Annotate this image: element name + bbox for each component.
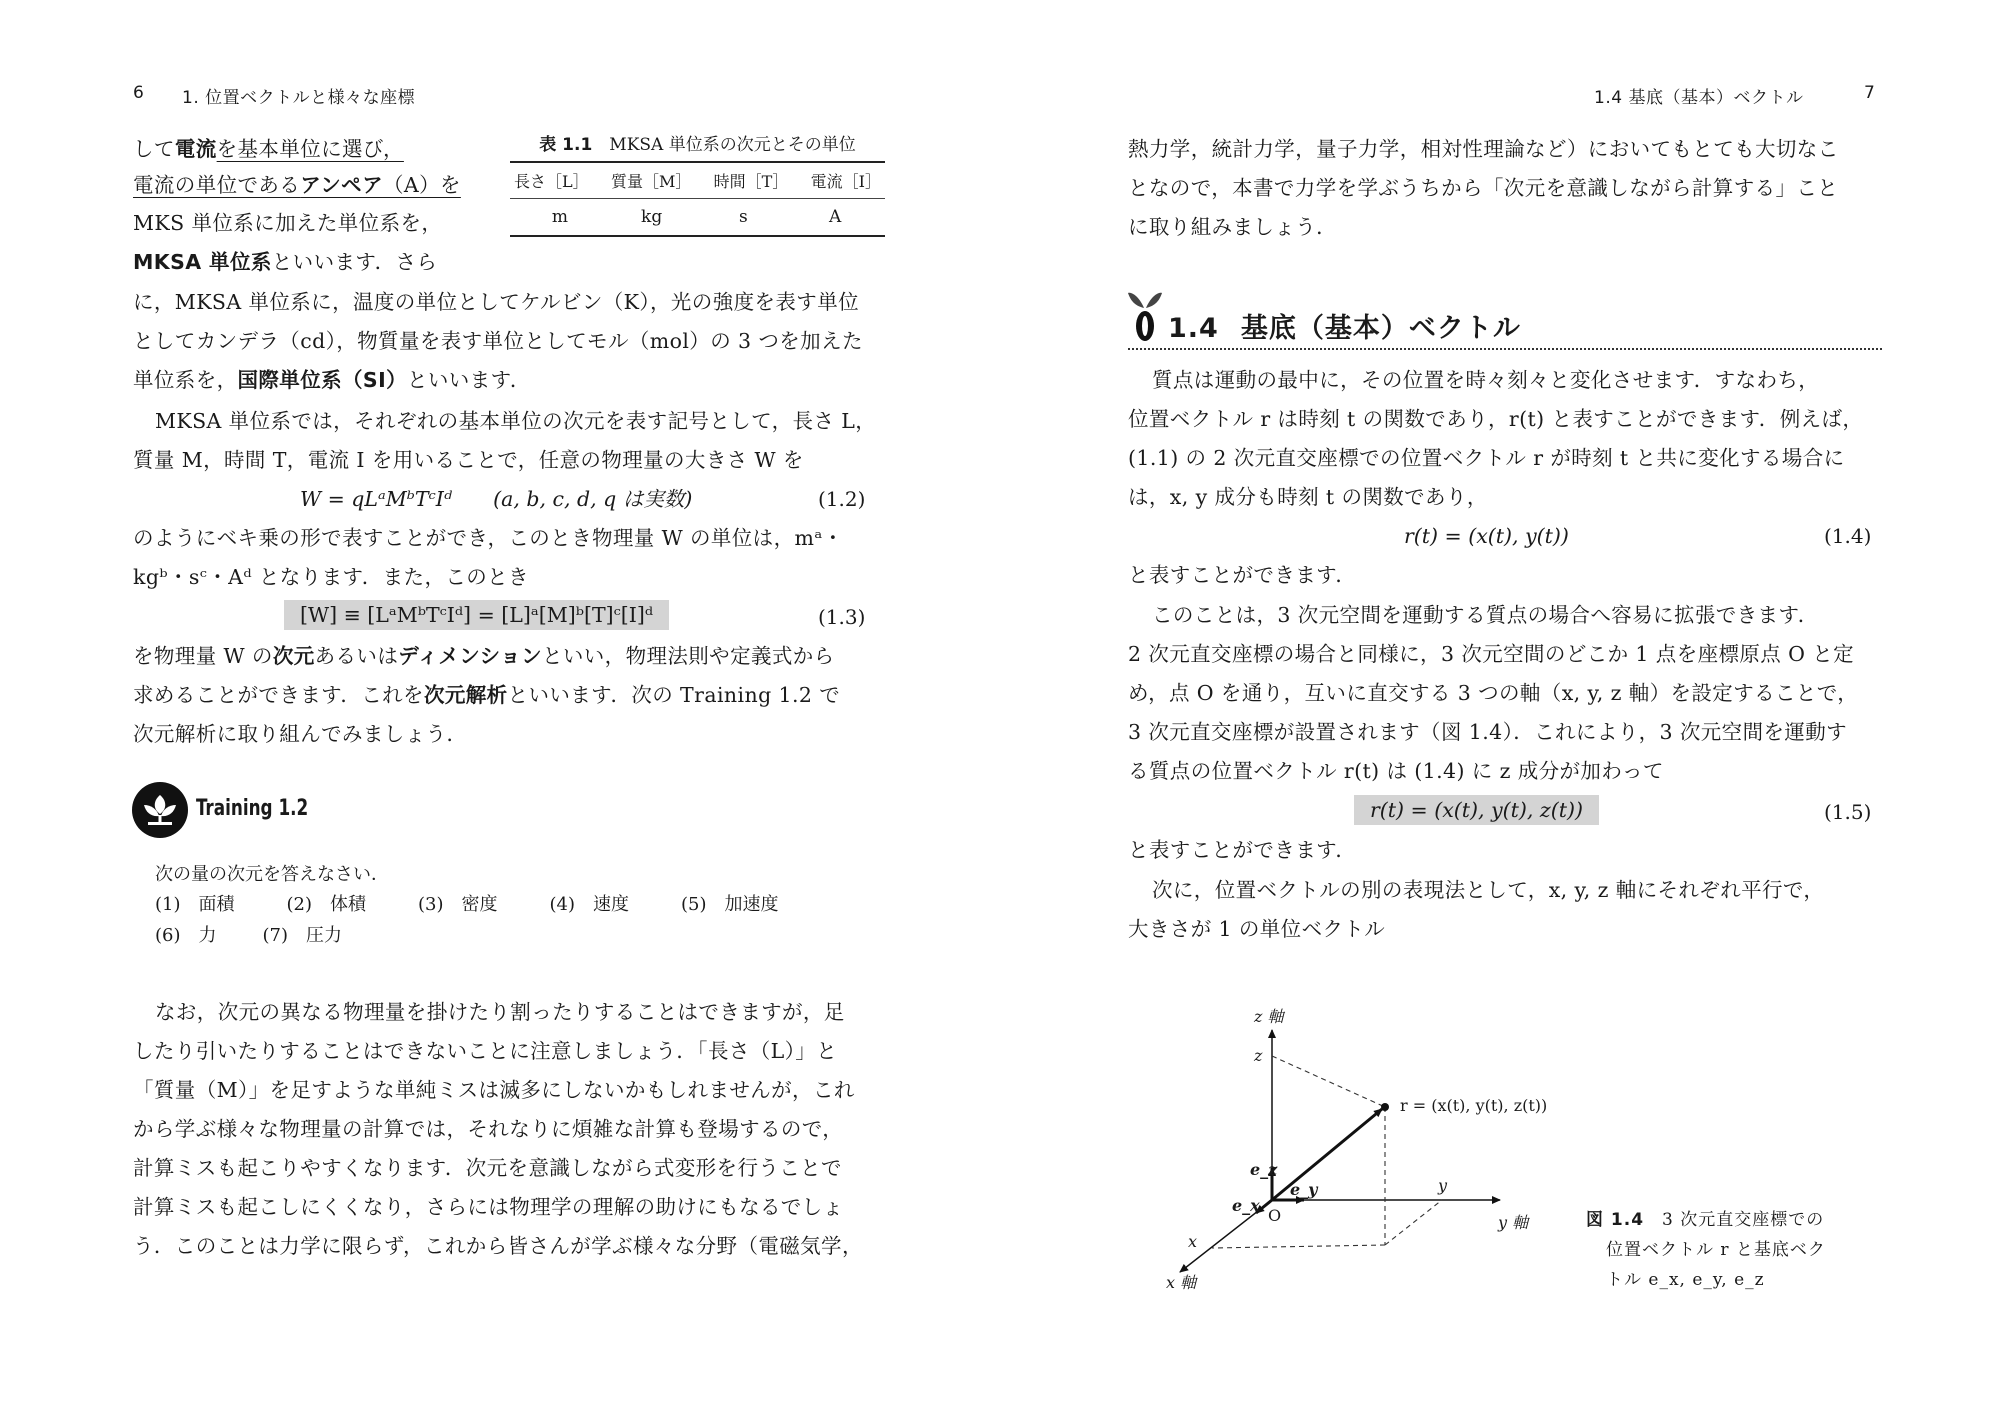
x-tick-label: x: [1188, 1232, 1198, 1251]
s14-para1-line-4: は，x, y 成分も時刻 t の関数であり，: [1128, 485, 1488, 509]
table-header: 電流［I］: [810, 172, 881, 191]
equation-number-1-3: (1.3): [818, 605, 866, 629]
table-cell: s: [739, 207, 748, 227]
top-line-1: 熱力学，統計力学，量子力学，相対性理論など）においてもとても大切なこ: [1128, 137, 1839, 161]
training-item: (5) 加速度: [681, 894, 779, 915]
table-cell: A: [828, 207, 842, 227]
equation-1-5: r(t) = (x(t), y(t), z(t)): [1354, 795, 1599, 825]
s14-para1-line-1: 質点は運動の最中に，その位置を時々刻々と変化させます．すなわち，: [1152, 368, 1820, 392]
training-items-row-1: [155, 890, 779, 916]
training-prompt: 次の量の次元を答えなさい．: [155, 864, 389, 885]
intro-line-3: MKS 単位系に加えた単位系を，: [133, 211, 443, 235]
para2-line-2: 質量 M，時間 T，電流 I を用いることで，任意の物理量の大きさ W を: [133, 448, 804, 472]
ez-label: e_z: [1250, 1160, 1278, 1179]
para3-line-2: kgᵇ・sᶜ・Aᵈ となります．また，このとき: [133, 565, 529, 589]
training-item: (3) 密度: [418, 894, 498, 915]
page-number-left: 6: [133, 83, 145, 103]
para5-line-3: 「質量（M）」を足すような単純ミスは滅多にしないかもしれませんが，これ: [133, 1078, 855, 1102]
equation-1-4: r(t) = (x(t), y(t)): [1404, 524, 1569, 548]
s14-para3-line-2: 大きさが 1 の単位ベクトル: [1128, 917, 1386, 941]
after-eq15: と表すことができます．: [1128, 838, 1357, 862]
r-label: r = (x(t), y(t), z(t)): [1400, 1096, 1548, 1115]
equation-number-1-4: (1.4): [1824, 524, 1872, 548]
s14-para2-line-4: 3 次元直交座標が設置されます（図 1.4）．これにより，3 次元空間を運動す: [1128, 720, 1848, 744]
figure-caption-line-2: 位置ベクトル r と基底ベク: [1606, 1240, 1826, 1260]
para1-line-3: 単位系を，国際単位系（SI）といいます．: [133, 368, 531, 392]
mass-point: [1381, 1103, 1389, 1111]
running-head-left: 1. 位置ベクトルと様々な座標: [182, 88, 416, 108]
s14-para1-line-3: (1.1) の 2 次元直交座標での位置ベクトル r が時刻 t と共に変化する場合に: [1128, 446, 1845, 470]
figure-caption-line-1: 図 1.4 3 次元直交座標での: [1586, 1210, 1825, 1230]
training-items-row-2: [155, 921, 342, 947]
intro-line-4: MKSA 単位系といいます．さら: [133, 250, 438, 274]
s14-para3-line-1: 次に，位置ベクトルの別の表現法として，x, y, z 軸にそれぞれ平行で，: [1152, 878, 1825, 902]
z-axis-label: z 軸: [1254, 1007, 1284, 1026]
para1-line-2: としてカンデラ（cd），物質量を表す単位としてモル（mol）の 3 つを加えた: [133, 329, 863, 353]
section-sprout-icon: [1128, 288, 1162, 344]
x-axis-label: x 軸: [1166, 1273, 1197, 1292]
para5-line-4: から学ぶ様々な物理量の計算では，それなりに煩雑な計算も登場するので，: [133, 1117, 844, 1141]
y-tick-label: y: [1438, 1176, 1448, 1195]
para3-line-1: のようにベキ乗の形で表すことができ，このとき物理量 W の単位は，mᵃ・: [133, 526, 844, 550]
table-header-row: [510, 163, 885, 198]
para1-line-1: に，MKSA 単位系に，温度の単位としてケルビン（K），光の強度を表す単位: [133, 290, 860, 314]
training-leaf-icon: [131, 781, 189, 839]
training-item: (4) 速度: [549, 894, 629, 915]
para4-line-2: 求めることができます．これを次元解析といいます．次の Training 1.2 で: [133, 683, 841, 707]
s14-para1-line-2: 位置ベクトル r は時刻 t の関数であり，r(t) と表すことができます．例えば，: [1128, 407, 1864, 431]
table-header: 時間［T］: [713, 172, 789, 191]
s14-para2-line-2: 2 次元直交座標の場合と同様に，3 次元空間のどこか 1 点を座標原点 O と定: [1128, 642, 1855, 666]
s14-para2-line-3: め，点 O を通り，互いに直交する 3 つの軸（x, y, z 軸）を設定することで，: [1128, 681, 1859, 705]
para4-line-3: 次元解析に取り組んでみましょう．: [133, 722, 468, 746]
s14-para2-line-1: このことは，3 次元空間を運動する質点の場合へ容易に拡張できます．: [1152, 603, 1819, 627]
para5-line-5: 計算ミスも起こりやすくなります．次元を意識しながら式変形を行うことで: [133, 1156, 842, 1180]
section-heading: 1.4 基底（基本）ベクトル: [1168, 313, 1521, 344]
para2-line-1: MKSA 単位系では，それぞれの基本単位の次元を表す記号として，長さ L，: [155, 409, 877, 433]
top-line-2: となので，本書で力学を学ぶうちから「次元を意識しながら計算する」こと: [1128, 176, 1839, 200]
table-cell: m: [551, 207, 568, 227]
ey-label: e_y: [1290, 1180, 1318, 1199]
page-number-right: 7: [1864, 83, 1876, 103]
training-item: (6) 力: [155, 925, 217, 946]
position-vector-arrow: [1272, 1109, 1382, 1200]
para4-line-1: を物理量 W の次元あるいはディメンションといい，物理法則や定義式から: [133, 644, 835, 668]
running-head-right: 1.4 基底（基本）ベクトル: [1594, 88, 1804, 108]
para5-line-6: 計算ミスも起こしにくくなり，さらには物理学の理解の助けにもなるでしょ: [133, 1195, 844, 1219]
table-header: 長さ［L］: [514, 172, 589, 191]
table-data-row: [510, 199, 885, 235]
training-item: (7) 圧力: [262, 925, 342, 946]
table-cell: kg: [641, 207, 663, 227]
para5-line-1: なお，次元の異なる物理量を掛けたり割ったりすることはできますが，足: [155, 1000, 845, 1024]
table-caption: 表 1.1 MKSA 単位系の次元とその単位: [539, 135, 856, 155]
top-line-3: に取り組みましょう．: [1128, 215, 1337, 239]
ex-label: e_x: [1232, 1196, 1260, 1215]
z-tick-label: z: [1254, 1046, 1263, 1065]
intro-line-1: して電流を基本単位に選び，: [133, 137, 404, 161]
equation-number-1-2: (1.2): [818, 487, 866, 511]
table-1-1: [510, 130, 885, 237]
equation-1-2: W = qLᵃMᵇTᶜIᵈ (a, b, c, d, q は実数): [300, 487, 693, 511]
equation-1-3: [W] ≡ [LᵃMᵇTᶜIᵈ] = [L]ᵃ[M]ᵇ[T]ᶜ[I]ᵈ: [284, 600, 669, 630]
intro-line-2: 電流の単位であるアンペア（A）を: [133, 173, 461, 197]
training-item: (2) 体積: [286, 894, 366, 915]
para5-line-7: う．このことは力学に限らず，これから皆さんが学ぶ様々な分野（電磁気学，: [133, 1234, 863, 1258]
figure-caption-line-3: トル e_x, e_y, e_z: [1606, 1270, 1765, 1290]
equation-number-1-5: (1.5): [1824, 800, 1872, 824]
para5-line-2: したり引いたりすることはできないことに注意しましょう．「長さ（L）」と: [133, 1039, 838, 1063]
training-title: Training 1.2: [196, 796, 309, 821]
s14-para2-line-5: る質点の位置ベクトル r(t) は (1.4) に z 成分が加わって: [1128, 759, 1664, 783]
origin-label: O: [1268, 1206, 1282, 1225]
after-eq14: と表すことができます．: [1128, 563, 1357, 587]
figure-1-4-diagram: [1160, 990, 1580, 1310]
table-header: 質量［M］: [610, 172, 692, 191]
section-divider: [1128, 348, 1882, 350]
y-axis-label: y 軸: [1498, 1213, 1529, 1232]
training-item: (1) 面積: [155, 894, 235, 915]
